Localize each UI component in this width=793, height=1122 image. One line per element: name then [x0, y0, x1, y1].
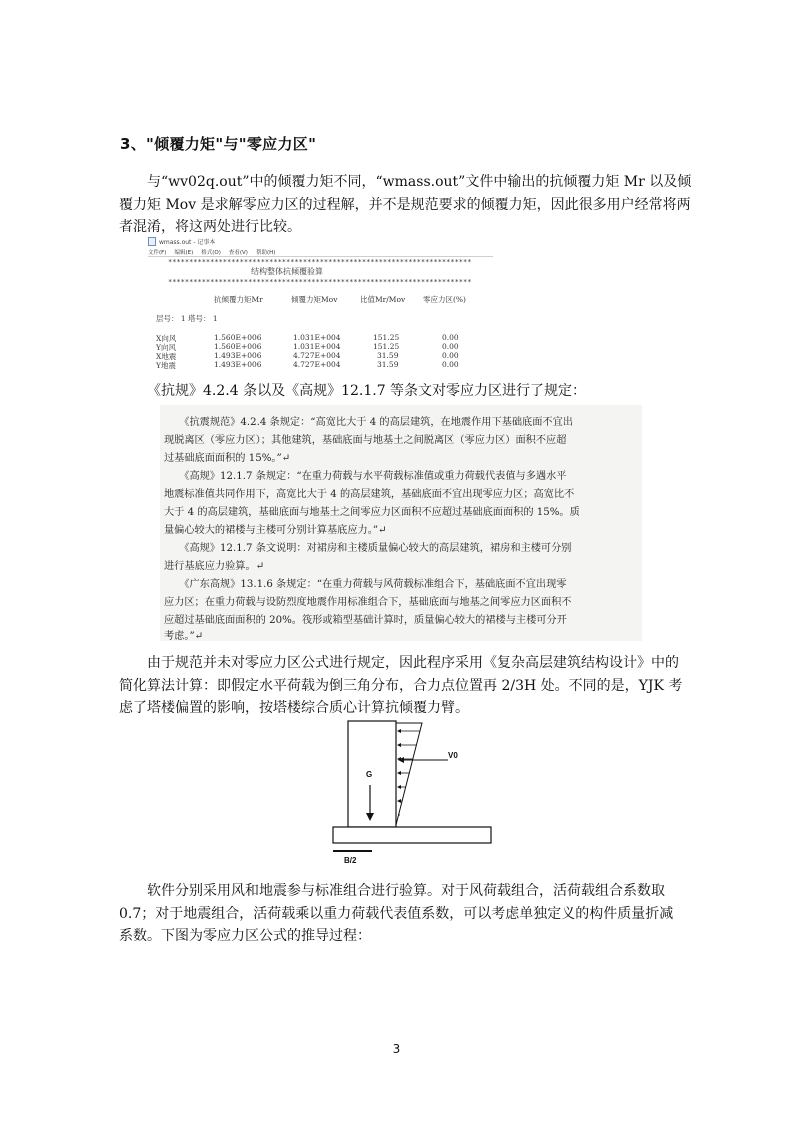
b2-label: B/2: [344, 856, 357, 865]
cell-mov: 1.031E+004: [293, 333, 341, 342]
table-row: [148, 360, 493, 369]
quote-line: 应力区；在重力荷载与设防烈度地震作用标准组合下，基础底面与地基之间零应力区面积不: [164, 597, 572, 608]
col-header-mr: 抗倾覆力矩Mr: [214, 295, 263, 304]
quote-line: 地震标准值共同作用下，高宽比大于 4 的高层建筑，基础底面不宜出现零应力区；高宽比不: [164, 489, 575, 500]
menu-edit[interactable]: 编辑(E): [174, 250, 194, 256]
overturning-diagram: [330, 717, 498, 867]
foundation-outline: [333, 827, 491, 843]
cell-ratio: 151.25: [373, 342, 400, 351]
cell-mr: 1.493E+006: [214, 360, 262, 369]
cell-zero: 0.00: [442, 342, 459, 351]
algorithm-line: 由于规范并未对零应力区公式进行规定，因此程序采用《复杂高层建筑结构设计》中的: [147, 655, 679, 671]
quote-line: 《抗震规范》4.2.4 条规定：“高宽比大于 4 的高层建筑，在地震作用下基础底面不宜出: [164, 417, 573, 428]
intro-line: 覆力矩 Mov 是求解零应力区的过程解，并不是规范要求的倾覆力矩，因此很多用户经常将两: [119, 196, 691, 213]
stars-line-top: ************************************************************************: [168, 258, 472, 266]
code-quote-box: [160, 405, 642, 641]
quote-line: 进行基底应力验算。↵: [164, 561, 265, 572]
table-row: [148, 351, 493, 360]
floor-tower-info: 层号： 1 塔号： 1: [156, 314, 218, 323]
quote-line: 量偏心较大的裙楼与主楼可分别计算基底应力。”↵: [164, 525, 387, 536]
intro-paragraph: [119, 171, 692, 239]
intro-line: 与“wv02q.out”中的倾覆力矩不同，“wmass.out”文件中输出的抗倾覆力矩 Mr 以及倾: [147, 174, 692, 190]
notepad-title: wmass.out - 记事本: [159, 239, 216, 246]
menu-format[interactable]: 格式(O): [201, 250, 221, 256]
row-label: X向风: [156, 334, 177, 343]
notepad-titlebar: [148, 237, 215, 246]
notepad-icon: [148, 237, 156, 246]
intro-line: 者混淆，将这两处进行比较。: [119, 219, 301, 235]
row-label: Y地震: [156, 361, 176, 370]
menu-view[interactable]: 查看(V): [228, 250, 248, 256]
cell-ratio: 31.59: [377, 360, 399, 369]
load-arrowheads: [397, 729, 401, 803]
col-header-ratio: 比值Mr/Mov: [360, 295, 406, 304]
table-row: [148, 342, 493, 351]
quote-line: 过基础底面面积的 15%。”↵: [164, 453, 291, 464]
notepad-menubar: [148, 248, 275, 256]
col-header-mov: 倾覆力矩Mov: [291, 295, 338, 304]
row-label: X地震: [156, 352, 177, 361]
cell-mov: 1.031E+004: [293, 342, 341, 351]
cell-mov: 4.727E+004: [293, 360, 341, 369]
menu-file[interactable]: 文件(F): [148, 250, 167, 256]
table-row: [148, 333, 493, 342]
cell-zero: 0.00: [442, 360, 459, 369]
cell-zero: 0.00: [442, 333, 459, 342]
page-number: 3: [392, 1042, 401, 1056]
quote-line: 《高规》12.1.7 条规定：“在重力荷载与水平荷载标准值或重力荷载代表值与多遇水平: [164, 471, 567, 482]
quote-line: 考虑。”↵: [164, 631, 204, 642]
menubar-divider: [148, 256, 493, 257]
algorithm-line: 虑了塔楼偏置的影响，按塔楼综合质心计算抗倾覆力臂。: [119, 700, 469, 716]
cell-zero: 0.00: [442, 351, 459, 360]
code-intro-line: 《抗规》4.2.4 条以及《高规》12.1.7 等条文对零应力区进行了规定：: [147, 383, 587, 399]
row-label: Y向风: [156, 343, 176, 352]
cell-mr: 1.560E+006: [214, 342, 262, 351]
g-label: G: [366, 770, 373, 779]
quote-line: 《广东高规》13.1.6 条规定：“在重力荷载与风荷载标准组合下，基础底面不宜出现零: [164, 579, 567, 590]
closing-line: 0.7；对于地震组合，活荷载乘以重力荷载代表值系数，可以考虑单独定义的构件质量折减: [119, 905, 674, 922]
quote-line: 《高规》12.1.7 条文说明：对裙房和主楼质量偏心较大的高层建筑，裙房和主楼可分别: [164, 543, 572, 554]
cell-ratio: 31.59: [377, 351, 399, 360]
col-header-zero: 零应力区(%): [423, 295, 466, 304]
cell-mr: 1.493E+006: [214, 351, 262, 360]
algorithm-paragraph: [119, 652, 689, 720]
stars-line-bottom: ************************************************************************: [168, 278, 472, 286]
cell-mr: 1.560E+006: [214, 333, 262, 342]
algorithm-line: 简化算法计算：即假定水平荷载为倒三角分布，合力点位置再 2/3H 处。不同的是，YJK 考: [119, 677, 683, 694]
notepad-screenshot: [148, 237, 493, 370]
quote-line: 大于 4 的高层建筑，基础底面与地基土之间零应力区面积不应超过基础底面面积的 15%。质: [164, 507, 580, 518]
cell-mov: 4.727E+004: [293, 351, 341, 360]
closing-line: 软件分别采用风和地震参与标准组合进行验算。对于风荷载组合，活荷载组合系数取: [147, 883, 665, 899]
code-intro: [119, 380, 689, 403]
closing-paragraph: [119, 880, 689, 948]
quote-line: 应超过基础底面面积的 20%。筏形或箱型基础计算时，质量偏心较大的裙楼与主楼可分开: [164, 615, 567, 626]
notepad-caption: 结构整体抗倾覆验算: [251, 267, 323, 276]
quote-line: 现脱离区（零应力区）；其他建筑，基础底面与地基土之间脱离区（零应力区）面积不应超: [164, 435, 567, 446]
cell-ratio: 151.25: [373, 333, 400, 342]
section-heading: 3、"倾覆力矩"与"零应力区": [120, 135, 317, 153]
closing-line: 系数。下图为零应力区公式的推导过程：: [119, 928, 371, 944]
menu-help[interactable]: 帮助(H): [255, 250, 276, 256]
v0-label: V0: [448, 751, 458, 760]
